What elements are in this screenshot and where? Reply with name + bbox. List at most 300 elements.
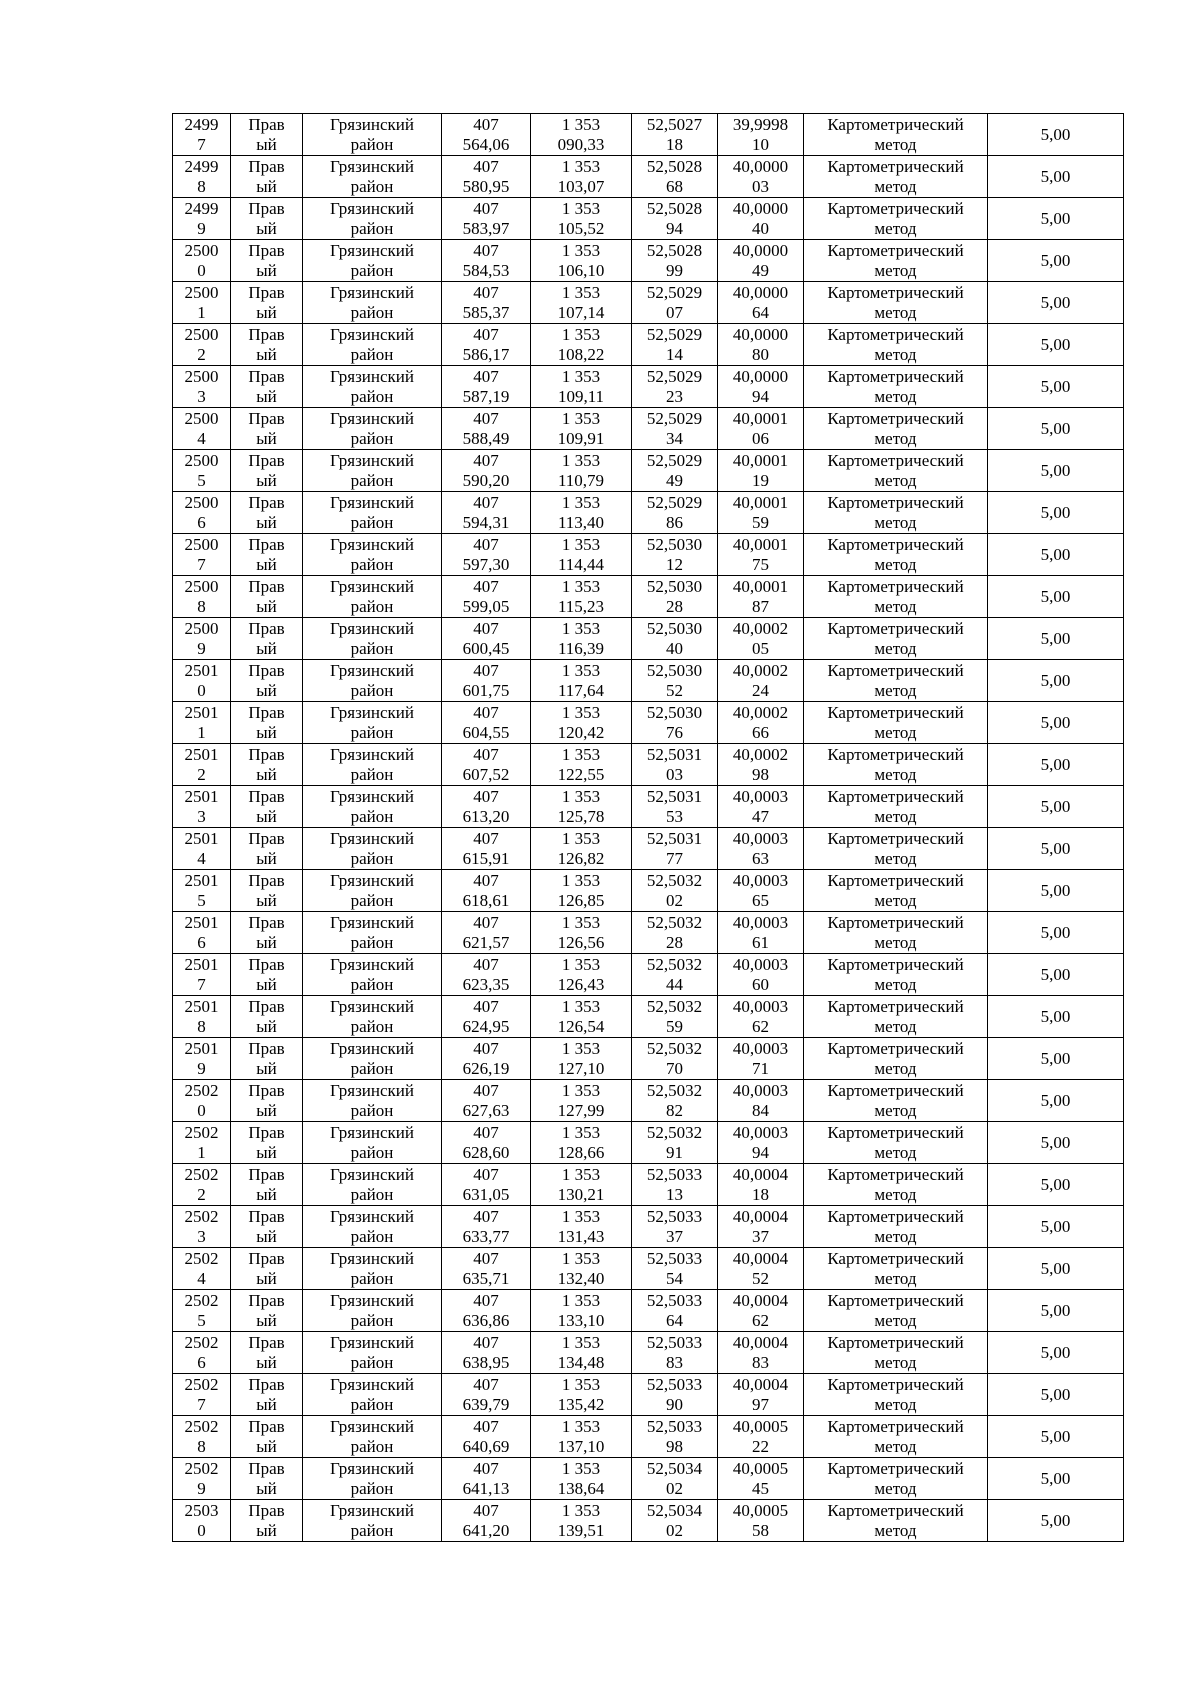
x-coordinate-cell-line: 407 [473,1164,499,1184]
table-row [173,1080,1124,1122]
district-cell-line: район [350,1142,394,1162]
point-number-cell [173,240,231,282]
district-cell-line: район [350,1394,394,1414]
x-coordinate-cell [442,240,531,282]
table-row [173,534,1124,576]
district-cell [303,198,442,240]
method-cell-line: Картометрический [827,702,964,722]
longitude-cell [718,1122,804,1164]
side-cell [231,408,303,450]
longitude-cell [718,492,804,534]
district-cell [303,1458,442,1500]
district-cell-line: Грязинский [330,1206,414,1226]
method-cell-line: Картометрический [827,1164,964,1184]
x-coordinate-cell-line: 599,05 [462,596,510,616]
side-cell [231,492,303,534]
latitude-cell-line: 14 [666,344,683,364]
district-cell-line: район [350,680,394,700]
longitude-cell-line: 59 [752,512,769,532]
point-number-cell-line: 2502 [184,1248,219,1268]
longitude-cell [718,1500,804,1542]
side-cell-line: ый [256,176,277,196]
longitude-cell [718,1206,804,1248]
method-cell [804,282,988,324]
latitude-cell-line: 52,5033 [646,1248,703,1268]
method-cell [804,912,988,954]
point-number-cell [173,198,231,240]
x-coordinate-cell-line: 597,30 [462,554,510,574]
x-coordinate-cell [442,156,531,198]
district-cell-line: Грязинский [330,786,414,806]
side-cell-line: Прав [248,912,285,932]
latitude-cell-line: 52,5030 [646,576,703,596]
latitude-cell [632,618,718,660]
method-cell [804,1374,988,1416]
point-number-cell-line: 8 [197,596,206,616]
x-coordinate-cell-line: 407 [473,1416,499,1436]
longitude-cell [718,912,804,954]
y-coordinate-cell-line: 134,48 [557,1352,605,1372]
table-row [173,954,1124,996]
y-coordinate-cell [531,702,632,744]
longitude-cell-line: 03 [752,176,769,196]
side-cell-line: Прав [248,1248,285,1268]
accuracy-cell: 5,00 [988,702,1124,744]
method-cell-line: Картометрический [827,366,964,386]
latitude-cell-line: 03 [666,764,683,784]
longitude-cell-line: 40,0004 [732,1290,789,1310]
district-cell [303,660,442,702]
point-number-cell-line: 2501 [184,660,219,680]
side-cell [231,1206,303,1248]
point-number-cell-line: 2500 [184,534,219,554]
latitude-cell [632,534,718,576]
method-cell-line: Картометрический [827,1038,964,1058]
longitude-cell [718,1458,804,1500]
method-cell [804,198,988,240]
latitude-cell [632,1038,718,1080]
district-cell-line: район [350,1100,394,1120]
district-cell [303,1248,442,1290]
point-number-cell-line: 4 [197,428,206,448]
x-coordinate-cell [442,1122,531,1164]
y-coordinate-cell-line: 090,33 [557,134,605,154]
x-coordinate-cell [442,1248,531,1290]
method-cell-line: метод [874,1058,917,1078]
table-row [173,1038,1124,1080]
district-cell [303,1416,442,1458]
method-cell [804,1206,988,1248]
accuracy-cell: 5,00 [988,534,1124,576]
method-cell-line: Картометрический [827,282,964,302]
side-cell-line: Прав [248,1374,285,1394]
point-number-cell-line: 2501 [184,996,219,1016]
point-number-cell-line: 3 [197,806,206,826]
x-coordinate-cell-line: 628,60 [462,1142,510,1162]
x-coordinate-cell [442,534,531,576]
point-number-cell [173,1374,231,1416]
y-coordinate-cell-line: 109,91 [557,428,605,448]
longitude-cell [718,198,804,240]
side-cell-line: ый [256,1394,277,1414]
longitude-cell-line: 18 [752,1184,769,1204]
latitude-cell [632,1500,718,1542]
method-cell-line: метод [874,764,917,784]
method-cell-line: метод [874,260,917,280]
y-coordinate-cell-line: 114,44 [557,554,605,574]
longitude-cell [718,828,804,870]
side-cell-line: Прав [248,1122,285,1142]
method-cell-line: метод [874,386,917,406]
side-cell [231,1038,303,1080]
method-cell [804,870,988,912]
latitude-cell [632,1458,718,1500]
side-cell [231,660,303,702]
x-coordinate-cell [442,786,531,828]
side-cell-line: Прав [248,1290,285,1310]
point-number-cell-line: 2502 [184,1122,219,1142]
method-cell [804,156,988,198]
side-cell-line: ый [256,1184,277,1204]
district-cell-line: Грязинский [330,198,414,218]
district-cell-line: район [350,596,394,616]
side-cell-line: Прав [248,954,285,974]
latitude-cell-line: 40 [666,638,683,658]
side-cell-line: Прав [248,660,285,680]
side-cell-line: ый [256,1478,277,1498]
x-coordinate-cell-line: 407 [473,618,499,638]
method-cell-line: метод [874,974,917,994]
x-coordinate-cell [442,1458,531,1500]
latitude-cell-line: 52,5032 [646,954,703,974]
latitude-cell-line: 52,5032 [646,1122,703,1142]
latitude-cell [632,702,718,744]
side-cell [231,1332,303,1374]
district-cell-line: Грязинский [330,1080,414,1100]
method-cell-line: Картометрический [827,324,964,344]
district-cell-line: район [350,932,394,952]
y-coordinate-cell [531,492,632,534]
point-number-cell [173,408,231,450]
side-cell [231,996,303,1038]
y-coordinate-cell [531,1164,632,1206]
district-cell [303,870,442,912]
district-cell-line: Грязинский [330,240,414,260]
district-cell-line: район [350,1226,394,1246]
district-cell-line: район [350,554,394,574]
accuracy-cell: 5,00 [988,156,1124,198]
x-coordinate-cell-line: 407 [473,912,499,932]
method-cell-line: Картометрический [827,1500,964,1520]
method-cell [804,1164,988,1206]
y-coordinate-cell-line: 106,10 [557,260,605,280]
latitude-cell [632,240,718,282]
table-row [173,744,1124,786]
longitude-cell [718,282,804,324]
longitude-cell-line: 61 [752,932,769,952]
y-coordinate-cell-line: 1 353 [561,1290,601,1310]
point-number-cell-line: 2502 [184,1458,219,1478]
method-cell-line: метод [874,1184,917,1204]
latitude-cell-line: 52,5029 [646,282,703,302]
district-cell-line: район [350,386,394,406]
side-cell-line: ый [256,1436,277,1456]
district-cell [303,408,442,450]
x-coordinate-cell-line: 640,69 [462,1436,510,1456]
y-coordinate-cell [531,114,632,156]
district-cell-line: район [350,1520,394,1540]
longitude-cell [718,1164,804,1206]
x-coordinate-cell-line: 639,79 [462,1394,510,1414]
point-number-cell [173,912,231,954]
latitude-cell-line: 52,5032 [646,870,703,890]
longitude-cell-line: 40 [752,218,769,238]
x-coordinate-cell [442,408,531,450]
latitude-cell-line: 28 [666,932,683,952]
longitude-cell [718,576,804,618]
point-number-cell [173,1332,231,1374]
method-cell [804,534,988,576]
accuracy-cell: 5,00 [988,576,1124,618]
method-cell-line: метод [874,344,917,364]
accuracy-cell: 5,00 [988,786,1124,828]
side-cell [231,282,303,324]
latitude-cell-line: 02 [666,890,683,910]
point-number-cell-line: 2500 [184,324,219,344]
longitude-cell-line: 40,0000 [732,198,789,218]
table-row [173,324,1124,366]
method-cell [804,240,988,282]
x-coordinate-cell-line: 407 [473,1206,499,1226]
latitude-cell-line: 90 [666,1394,683,1414]
longitude-cell-line: 40,0004 [732,1332,789,1352]
longitude-cell-line: 40,0003 [732,1122,789,1142]
y-coordinate-cell-line: 110,79 [557,470,605,490]
longitude-cell [718,702,804,744]
latitude-cell-line: 52,5031 [646,744,703,764]
table-row [173,1122,1124,1164]
district-cell-line: район [350,1310,394,1330]
x-coordinate-cell [442,1080,531,1122]
method-cell [804,786,988,828]
district-cell-line: Грязинский [330,408,414,428]
point-number-cell [173,996,231,1038]
table-row [173,240,1124,282]
side-cell-line: Прав [248,366,285,386]
method-cell [804,114,988,156]
x-coordinate-cell [442,870,531,912]
district-cell [303,450,442,492]
point-number-cell-line: 2501 [184,828,219,848]
x-coordinate-cell-line: 407 [473,786,499,806]
side-cell-line: ый [256,1520,277,1540]
method-cell [804,828,988,870]
x-coordinate-cell [442,1038,531,1080]
method-cell-line: Картометрический [827,1290,964,1310]
side-cell [231,1374,303,1416]
method-cell-line: Картометрический [827,618,964,638]
district-cell [303,744,442,786]
y-coordinate-cell-line: 109,11 [557,386,605,406]
district-cell-line: район [350,848,394,868]
side-cell [231,786,303,828]
x-coordinate-cell-line: 631,05 [462,1184,510,1204]
side-cell [231,1416,303,1458]
district-cell [303,114,442,156]
x-coordinate-cell [442,282,531,324]
latitude-cell [632,996,718,1038]
x-coordinate-cell-line: 607,52 [462,764,510,784]
side-cell-line: Прав [248,408,285,428]
longitude-cell [718,114,804,156]
side-cell [231,1458,303,1500]
y-coordinate-cell-line: 138,64 [557,1478,605,1498]
latitude-cell-line: 70 [666,1058,683,1078]
latitude-cell-line: 82 [666,1100,683,1120]
side-cell-line: ый [256,512,277,532]
latitude-cell-line: 99 [666,260,683,280]
side-cell [231,1290,303,1332]
district-cell [303,366,442,408]
district-cell-line: Грязинский [330,1458,414,1478]
point-number-cell-line: 2500 [184,576,219,596]
y-coordinate-cell-line: 125,78 [557,806,605,826]
latitude-cell-line: 76 [666,722,683,742]
x-coordinate-cell-line: 585,37 [462,302,510,322]
longitude-cell [718,786,804,828]
latitude-cell [632,828,718,870]
point-number-cell-line: 1 [197,722,206,742]
x-coordinate-cell [442,114,531,156]
side-cell [231,870,303,912]
latitude-cell-line: 52,5028 [646,156,703,176]
point-number-cell-line: 9 [197,1058,206,1078]
x-coordinate-cell-line: 604,55 [462,722,510,742]
point-number-cell-line: 2500 [184,618,219,638]
method-cell-line: метод [874,932,917,952]
district-cell-line: район [350,1352,394,1372]
latitude-cell-line: 52,5033 [646,1206,703,1226]
latitude-cell [632,786,718,828]
longitude-cell [718,408,804,450]
point-number-cell [173,1458,231,1500]
side-cell-line: Прав [248,282,285,302]
point-number-cell [173,114,231,156]
latitude-cell [632,744,718,786]
point-number-cell [173,702,231,744]
district-cell-line: район [350,512,394,532]
accuracy-cell: 5,00 [988,1290,1124,1332]
x-coordinate-cell-line: 407 [473,450,499,470]
side-cell-line: ый [256,932,277,952]
point-number-cell-line: 2 [197,344,206,364]
longitude-cell-line: 40,0002 [732,660,789,680]
y-coordinate-cell-line: 105,52 [557,218,605,238]
longitude-cell-line: 40,0003 [732,1038,789,1058]
table-row [173,618,1124,660]
side-cell-line: ый [256,344,277,364]
side-cell-line: ый [256,1352,277,1372]
method-cell-line: Картометрический [827,954,964,974]
accuracy-cell: 5,00 [988,450,1124,492]
point-number-cell-line: 2500 [184,492,219,512]
method-cell [804,1416,988,1458]
side-cell [231,702,303,744]
point-number-cell-line: 5 [197,1310,206,1330]
point-number-cell-line: 2 [197,1184,206,1204]
x-coordinate-cell-line: 407 [473,870,499,890]
method-cell-line: метод [874,1394,917,1414]
method-cell [804,492,988,534]
latitude-cell-line: 59 [666,1016,683,1036]
y-coordinate-cell [531,954,632,996]
point-number-cell-line: 9 [197,1478,206,1498]
district-cell-line: район [350,176,394,196]
district-cell-line: Грязинский [330,114,414,134]
point-number-cell-line: 1 [197,1142,206,1162]
district-cell [303,492,442,534]
latitude-cell [632,954,718,996]
point-number-cell-line: 0 [197,260,206,280]
district-cell [303,156,442,198]
y-coordinate-cell-line: 117,64 [557,680,605,700]
table-row [173,198,1124,240]
latitude-cell-line: 52,5033 [646,1416,703,1436]
x-coordinate-cell [442,492,531,534]
method-cell [804,1122,988,1164]
longitude-cell-line: 40,0005 [732,1458,789,1478]
side-cell-line: ый [256,848,277,868]
side-cell [231,744,303,786]
table-row [173,1164,1124,1206]
side-cell-line: Прав [248,1080,285,1100]
table-row [173,408,1124,450]
point-number-cell [173,1248,231,1290]
latitude-cell-line: 28 [666,596,683,616]
coordinates-table [172,113,1124,1542]
side-cell-line: ый [256,302,277,322]
point-number-cell-line: 2499 [184,198,219,218]
point-number-cell-line: 2502 [184,1080,219,1100]
district-cell [303,1080,442,1122]
x-coordinate-cell-line: 407 [473,1500,499,1520]
point-number-cell [173,870,231,912]
point-number-cell-line: 4 [197,848,206,868]
longitude-cell-line: 40,0003 [732,1080,789,1100]
district-cell-line: Грязинский [330,156,414,176]
accuracy-cell: 5,00 [988,996,1124,1038]
side-cell [231,240,303,282]
method-cell-line: метод [874,218,917,238]
x-coordinate-cell-line: 641,13 [462,1478,510,1498]
latitude-cell-line: 02 [666,1478,683,1498]
district-cell-line: район [350,218,394,238]
table-row [173,870,1124,912]
point-number-cell-line: 2502 [184,1332,219,1352]
y-coordinate-cell-line: 1 353 [561,786,601,806]
table-body [173,114,1124,1542]
district-cell-line: район [350,260,394,280]
latitude-cell-line: 52,5032 [646,1080,703,1100]
x-coordinate-cell [442,660,531,702]
x-coordinate-cell [442,996,531,1038]
longitude-cell-line: 40,0003 [732,912,789,932]
y-coordinate-cell-line: 137,10 [557,1436,605,1456]
accuracy-cell: 5,00 [988,114,1124,156]
method-cell-line: метод [874,1520,917,1540]
side-cell [231,450,303,492]
x-coordinate-cell-line: 407 [473,954,499,974]
